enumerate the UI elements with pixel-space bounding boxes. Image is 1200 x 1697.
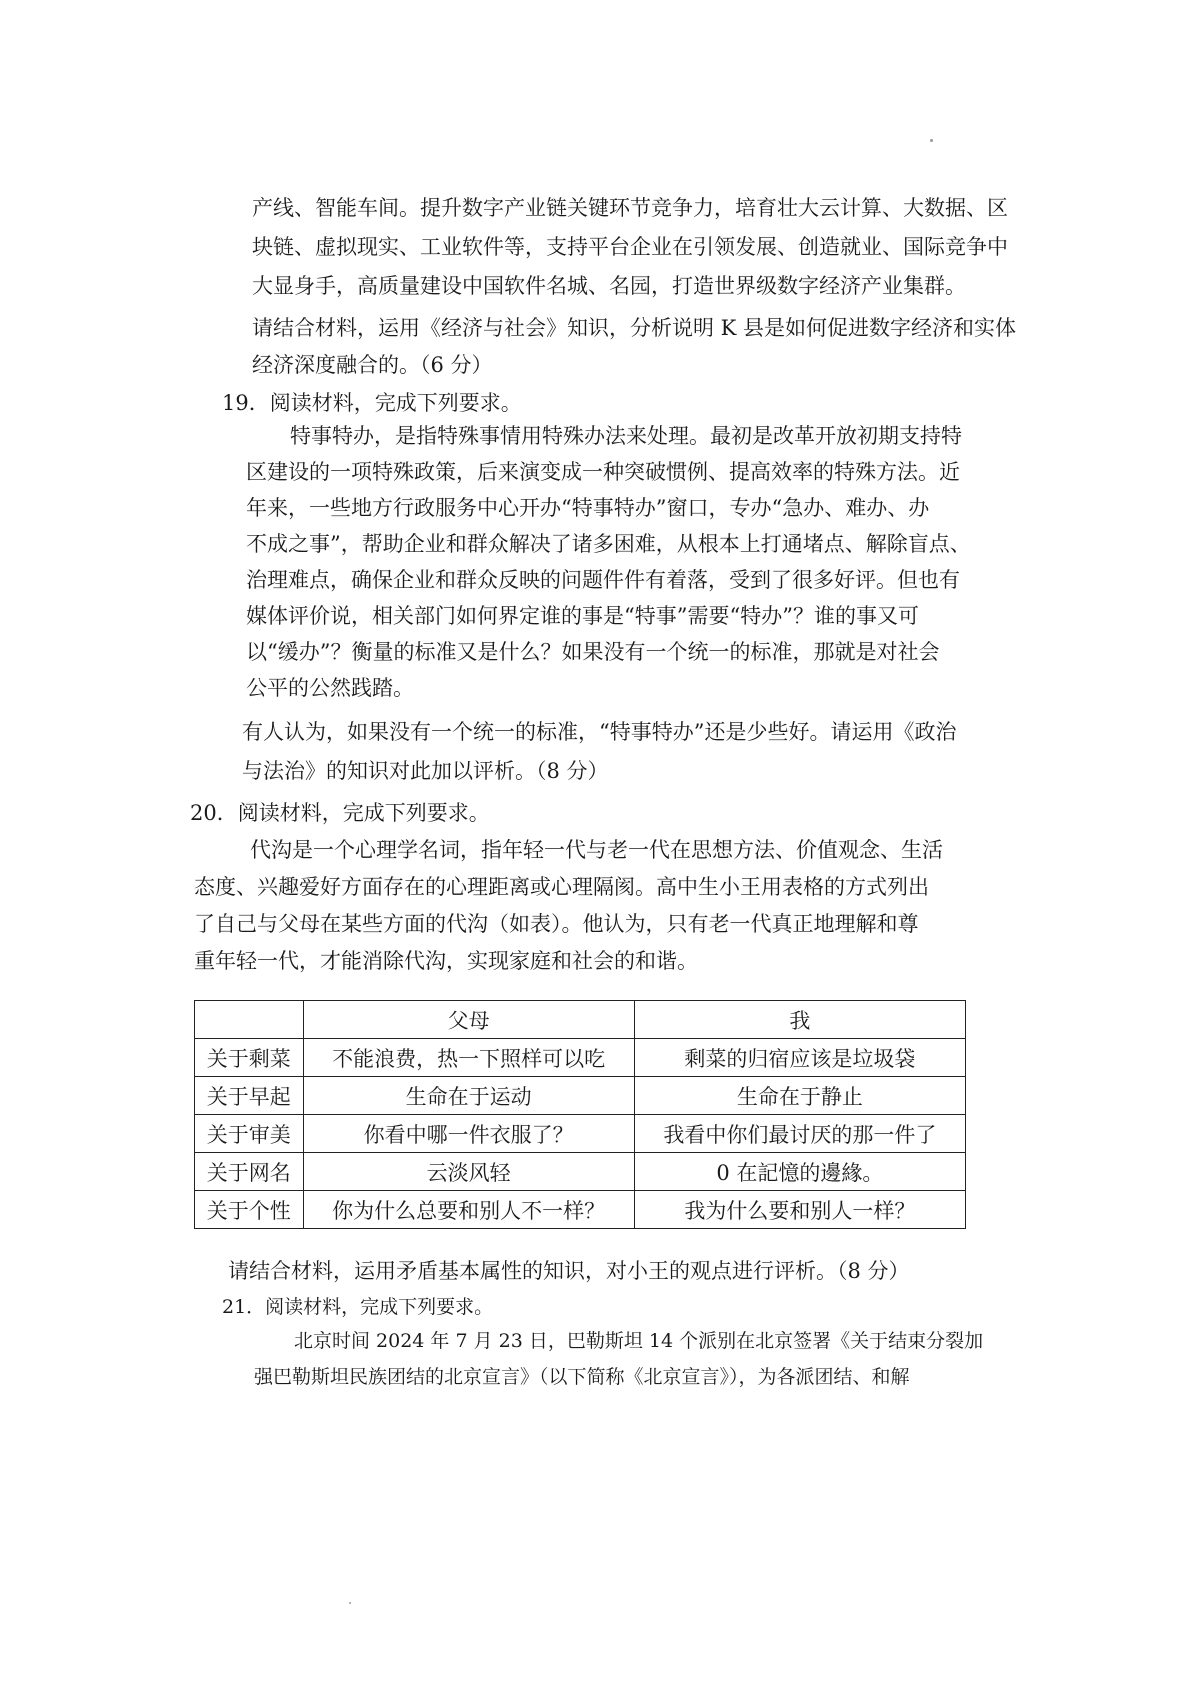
table-cell: 你看中哪一件衣服了？: [303, 1115, 634, 1153]
q18-question-line: 经济深度融合的。（6 分）: [252, 353, 493, 377]
q18-question-line: 请结合材料，运用《经济与社会》知识，分析说明 K 县是如何促进数字经济和实体: [252, 316, 1017, 340]
table-header-cell: [195, 1001, 304, 1039]
scan-speck: [930, 139, 933, 142]
table-row: [195, 1153, 966, 1191]
q18-line: 产线、智能车间。提升数字产业链关键环节竞争力，培育壮大云计算、大数据、区: [252, 196, 1008, 220]
q19-line: 区建设的一项特殊政策，后来演变成一种突破惯例、提高效率的特殊方法。近: [246, 460, 960, 484]
table-cell: 0 在記憶的邊緣。: [634, 1153, 965, 1191]
q20-heading: 20．阅读材料，完成下列要求。: [190, 801, 490, 825]
scan-speck: [349, 1602, 351, 1604]
table-cell: 云淡风轻: [303, 1153, 634, 1191]
q21-line: 北京时间 2024 年 7 月 23 日，巴勒斯坦 14 个派别在北京签署《关于结束分裂加: [294, 1330, 984, 1352]
table-row: [195, 1077, 966, 1115]
table-cell: 关于早起: [195, 1077, 304, 1115]
q20-line: 了自己与父母在某些方面的代沟（如表）。他认为，只有老一代真正地理解和尊: [194, 912, 919, 936]
table-cell: 我为什么要和别人一样？: [634, 1191, 965, 1229]
table-cell: 不能浪费，热一下照样可以吃: [303, 1039, 634, 1077]
q20-line: 代沟是一个心理学名词，指年轻一代与老一代在思想方法、价值观念、生活: [250, 838, 943, 862]
table-cell: 你为什么总要和别人不一样？: [303, 1191, 634, 1229]
q18-line: 大显身手，高质量建设中国软件名城、名园，打造世界级数字经济产业集群。: [252, 274, 966, 298]
q19-line: 媒体评价说，相关部门如何界定谁的事是“特事”需要“特办”？谁的事又可: [246, 604, 919, 628]
q20-line: 态度、兴趣爱好方面存在的心理距离或心理隔阂。高中生小王用表格的方式列出: [194, 875, 929, 899]
table-header-row: [195, 1001, 966, 1039]
q19-question-line: 有人认为，如果没有一个统一的标准，“特事特办”还是少些好。请运用《政治: [242, 720, 957, 744]
table-cell: 我看中你们最讨厌的那一件了: [634, 1115, 965, 1153]
table-row: [195, 1191, 966, 1229]
table-header-cell: 我: [634, 1001, 965, 1039]
q21-heading: 21．阅读材料，完成下列要求。: [222, 1296, 494, 1318]
table-cell: 剩菜的归宿应该是垃圾袋: [634, 1039, 965, 1077]
table-header-cell: 父母: [303, 1001, 634, 1039]
table-cell: 关于审美: [195, 1115, 304, 1153]
table-cell: 关于网名: [195, 1153, 304, 1191]
q19-heading: 19．阅读材料，完成下列要求。: [222, 391, 522, 415]
table-cell: 关于剩菜: [195, 1039, 304, 1077]
q20-line: 重年轻一代，才能消除代沟，实现家庭和社会的和谐。: [194, 949, 698, 973]
table-cell: 关于个性: [195, 1191, 304, 1229]
q18-line: 块链、虚拟现实、工业软件等，支持平台企业在引领发展、创造就业、国际竞争中: [252, 235, 1008, 259]
generation-gap-table: [194, 1000, 966, 1229]
q19-line: 不成之事”，帮助企业和群众解决了诸多困难，从根本上打通堵点、解除盲点、: [246, 532, 971, 556]
q20-question: 请结合材料，运用矛盾基本属性的知识，对小王的观点进行评析。（8 分）: [228, 1259, 910, 1283]
q19-line: 年来，一些地方行政服务中心开办“特事特办”窗口，专办“急办、难办、办: [246, 496, 930, 520]
q19-question-line: 与法治》的知识对此加以评析。（8 分）: [242, 759, 609, 783]
q19-line: 公平的公然践踏。: [246, 676, 414, 700]
table-row: [195, 1039, 966, 1077]
q19-line: 治理难点，确保企业和群众反映的问题件件有着落，受到了很多好评。但也有: [246, 568, 960, 592]
q21-line: 强巴勒斯坦民族团结的北京宣言》（以下简称《北京宣言》），为各派团结、和解: [254, 1366, 910, 1388]
q19-line: 特事特办，是指特殊事情用特殊办法来处理。最初是改革开放初期支持特: [290, 424, 962, 448]
table-cell: 生命在于运动: [303, 1077, 634, 1115]
q19-line: 以“缓办”？衡量的标准又是什么？如果没有一个统一的标准，那就是对社会: [246, 640, 940, 664]
table-cell: 生命在于静止: [634, 1077, 965, 1115]
table-row: [195, 1115, 966, 1153]
